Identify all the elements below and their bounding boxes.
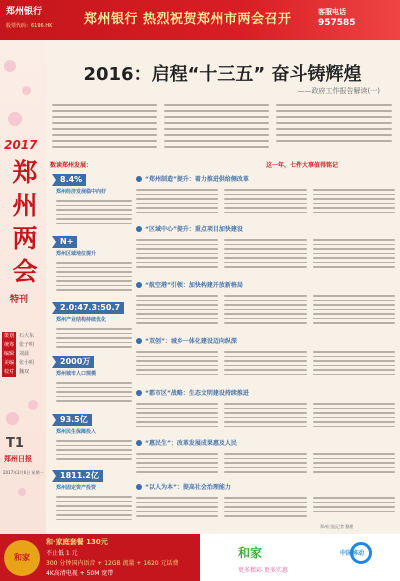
subsection-title: “郑州制造”提升：着力推进供给侧改革 — [136, 174, 249, 184]
bullet-icon — [136, 390, 142, 396]
bullet-icon — [136, 484, 142, 490]
subsection — [136, 174, 395, 218]
data-column — [50, 160, 132, 530]
stat-label: 郑州区域地位提升 — [56, 251, 97, 257]
ad-line: 4K高清电视 + 50M 宽带 — [46, 570, 114, 577]
intro-text-col — [52, 100, 157, 158]
subsection-title: “以人为本”：提高社会治理能力 — [136, 482, 231, 492]
section-header: 这一年，七件大事值得铭记 — [266, 162, 339, 169]
hotline-number: 957585 — [318, 18, 356, 28]
brand-logo: 和家 — [4, 540, 40, 576]
special-issue-label: 特刊 — [10, 295, 29, 305]
staff-row: 编辑 刘晨 — [4, 351, 30, 357]
bank-logo: 郑州银行 — [6, 7, 43, 17]
subsection-title: “都市区”战略：生态文明建设持续推进 — [136, 388, 249, 398]
stat-block — [50, 414, 132, 464]
staff-row: 策划 石大东 — [4, 333, 35, 339]
bullet-icon — [136, 338, 142, 344]
article-footnote: 郑州日报记者 整理 — [320, 524, 354, 529]
staff-row: 美编 张小明 — [4, 360, 35, 366]
bullet-icon — [136, 176, 142, 182]
subsection — [136, 388, 395, 432]
stat-block — [50, 470, 132, 528]
subsection — [136, 280, 395, 330]
ad-line: 和·家庭套餐 130元 — [46, 538, 108, 546]
blossom-decoration — [6, 412, 19, 425]
carrier-name: 中国移动 — [340, 550, 365, 557]
blossom-decoration — [22, 86, 31, 95]
subheadline: ——政府工作报告解读(一) — [297, 87, 380, 95]
subsection — [136, 482, 395, 520]
stat-block — [50, 356, 132, 408]
stat-label: 郑州固定资产投资 — [56, 485, 97, 491]
blossom-decoration — [4, 60, 16, 72]
staff-credits — [2, 332, 46, 404]
bullet-icon — [136, 282, 142, 288]
subsection-title: “双创”：城乡一体化建设迈向纵深 — [136, 336, 237, 346]
ad-line: 不止低 1 元 — [46, 550, 78, 557]
subsection — [136, 336, 395, 382]
subsection — [136, 224, 395, 274]
hotline-label: 客服电话 — [318, 8, 346, 16]
banner-title: 郑州银行 热烈祝贺郑州市两会召开 — [84, 12, 292, 27]
mobile-package-ad[interactable] — [0, 534, 200, 581]
intro-text-col — [164, 100, 269, 158]
staff-row: 统筹 张子明 — [4, 342, 35, 348]
stat-value: 93.5亿 — [56, 414, 92, 426]
stat-value: 8.4% — [56, 174, 86, 186]
top-banner-ad[interactable] — [0, 0, 400, 40]
data-column-header: 数读郑州发展： — [50, 162, 93, 169]
stat-value: 1811.2亿 — [56, 470, 103, 482]
intro-text-col — [276, 100, 392, 158]
staff-row: 校对 魏双 — [4, 369, 30, 375]
ad-line: 300 分钟国内语音 + 12GB 流量 + 1620 元话费 — [46, 560, 179, 567]
left-sidebar — [0, 40, 46, 581]
stat-block — [50, 174, 132, 230]
headline: 2016：启程“十三五” 奋斗铸辉煌 — [83, 64, 362, 85]
subsection-title: “航空港”引领：加快构建开放新格局 — [136, 280, 243, 290]
year-label: 2017 — [4, 138, 38, 152]
bottom-ads — [0, 534, 400, 581]
subsection — [136, 438, 395, 478]
masthead: 郑州日报 — [4, 454, 32, 463]
article-column — [136, 160, 395, 520]
stat-block — [50, 236, 132, 296]
stat-block — [50, 302, 132, 350]
hejia-slogan: 更多精彩 更多实惠 — [238, 567, 288, 574]
page-number: T1 — [6, 436, 24, 451]
bullet-icon — [136, 226, 142, 232]
special-title: 郑州两会 — [12, 158, 38, 286]
stat-label: 郑州民生保障投入 — [56, 429, 97, 435]
stat-label: 郑州城市人口规模 — [56, 371, 97, 377]
stat-value: N+ — [56, 236, 77, 248]
stat-value: 2000万 — [56, 356, 94, 368]
stat-value: 2.0:47.3:50.7 — [56, 302, 124, 314]
issue-date: 2017年2月6日 星期一 — [3, 470, 44, 475]
subsection-title: “惠民生”：改革发展成果惠及人民 — [136, 438, 237, 448]
stat-label: 郑州产业结构持续优化 — [56, 317, 107, 323]
stock-code: 股票代码：6196.HK — [6, 23, 53, 29]
blossom-decoration — [8, 112, 22, 126]
subsection-title: “区域中心”提升：重点项目加快建设 — [136, 224, 243, 234]
hejia-brand: 和家 — [238, 546, 263, 560]
bullet-icon — [136, 440, 142, 446]
stat-label: 郑州经济发展稳中向好 — [56, 189, 107, 195]
